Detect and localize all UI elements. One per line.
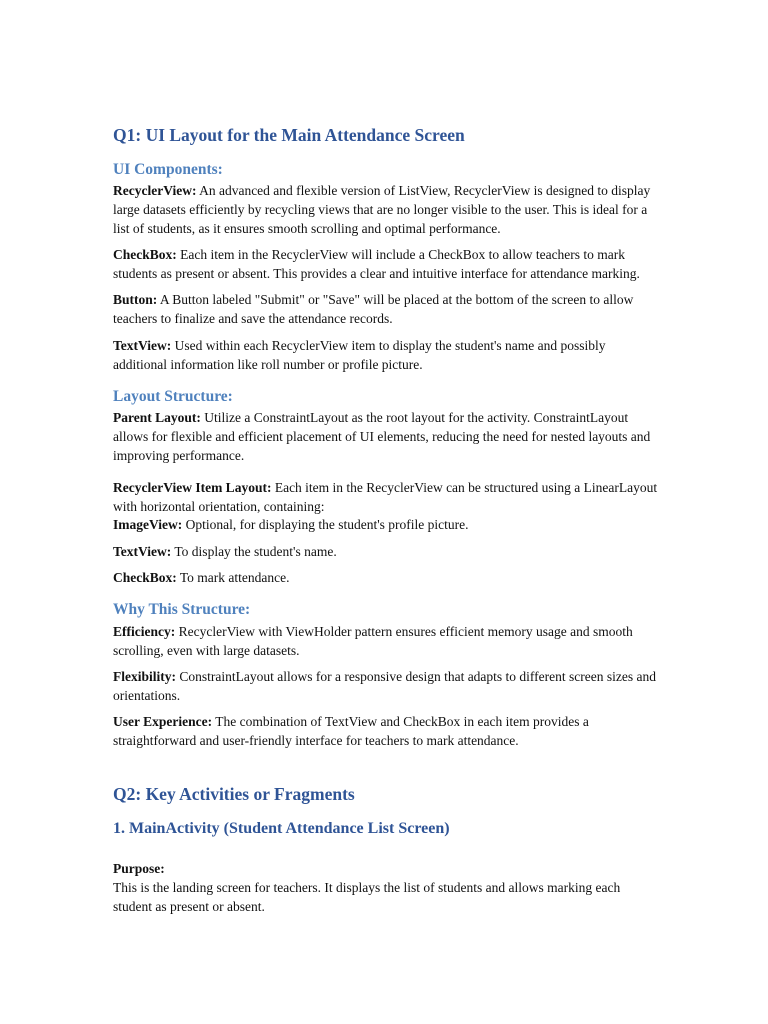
recyclerview-text: An advanced and flexible version of ListView, RecyclerView is designed to display large datasets efficiently by recycling views that are no longer visible to the user. This is ideal for a list of students, as it ensures smooth scrolling and optimal performance.: [113, 183, 651, 236]
q2-section: [113, 783, 658, 805]
imageview-paragraph: [113, 515, 658, 534]
checkbox-text: Each item in the RecyclerView will include a CheckBox to allow teachers to mark students as present or absent. This provides a clear and intuitive interface for attendance marking.: [113, 247, 640, 281]
efficiency-paragraph: [113, 622, 658, 660]
textview-term: TextView:: [113, 338, 172, 353]
flexibility-text: ConstraintLayout allows for a responsive design that adapts to different screen sizes and orientations.: [113, 669, 656, 703]
user-experience-paragraph: [113, 712, 658, 750]
layout-structure-heading: Layout Structure:: [113, 388, 233, 405]
q1-section: [113, 124, 658, 146]
parent-layout-paragraph: [113, 408, 658, 465]
recyclerview-term: RecyclerView:: [113, 183, 197, 198]
checkbox-term: CheckBox:: [113, 247, 177, 262]
item-layout-term: RecyclerView Item Layout:: [113, 480, 272, 495]
imageview-term: ImageView:: [113, 517, 183, 532]
checkbox-paragraph: [113, 245, 658, 283]
flexibility-paragraph: [113, 667, 658, 705]
efficiency-text: RecyclerView with ViewHolder pattern ensures efficient memory usage and smooth scrolling, even with large datasets.: [113, 624, 633, 658]
textview-text: Used within each RecyclerView item to display the student's name and possibly additional information like roll number or profile picture.: [113, 338, 606, 372]
item-checkbox-term: CheckBox:: [113, 570, 177, 585]
user-experience-term: User Experience:: [113, 714, 213, 729]
item-textview-text: To display the student's name.: [171, 544, 337, 559]
item-textview-paragraph: [113, 542, 658, 561]
parent-layout-text: Utilize a ConstraintLayout as the root layout for the activity. ConstraintLayout allows for flexible and efficient placement of UI elements, reducing the need for nested layouts and improving performance.: [113, 410, 651, 463]
efficiency-term: Efficiency:: [113, 624, 176, 639]
user-experience-text: The combination of TextView and CheckBox in each item provides a straightforward and user-friendly interface for teachers to mark attendance.: [113, 714, 589, 748]
button-term: Button:: [113, 292, 158, 307]
purpose-text: This is the landing screen for teachers. It displays the list of students and allows marking each student as present or absent.: [113, 880, 621, 914]
q2-heading: Q2: Key Activities or Fragments: [113, 784, 355, 804]
layout-structure-section: [113, 387, 658, 407]
why-structure-heading: Why This Structure:: [113, 601, 251, 618]
item-checkbox-text: To mark attendance.: [176, 570, 290, 585]
item-layout-text: Each item in the RecyclerView can be structured using a LinearLayout with horizontal orientation, containing:: [113, 480, 658, 514]
item-layout-paragraph: [113, 478, 658, 516]
purpose-label: Purpose:: [113, 861, 165, 876]
q1-heading: Q1: UI Layout for the Main Attendance Screen: [113, 125, 465, 145]
textview-paragraph: [113, 336, 658, 374]
button-paragraph: [113, 290, 658, 328]
ui-components-heading: UI Components:: [113, 161, 223, 178]
item-textview-term: TextView:: [113, 544, 172, 559]
purpose-paragraph: [113, 859, 658, 916]
item-checkbox-paragraph: [113, 568, 658, 587]
button-text: A Button labeled "Submit" or "Save" will be placed at the bottom of the screen to allow teachers to finalize and save the attendance records.: [113, 292, 634, 326]
why-structure-section: [113, 600, 658, 620]
ui-components-section: [113, 160, 658, 180]
imageview-text: Optional, for displaying the student's profile picture.: [182, 517, 469, 532]
recyclerview-paragraph: [113, 181, 658, 238]
main-activity-section: [113, 819, 658, 839]
parent-layout-term: Parent Layout:: [113, 410, 201, 425]
flexibility-term: Flexibility:: [113, 669, 176, 684]
main-activity-heading: 1. MainActivity (Student Attendance List Screen): [113, 820, 450, 837]
